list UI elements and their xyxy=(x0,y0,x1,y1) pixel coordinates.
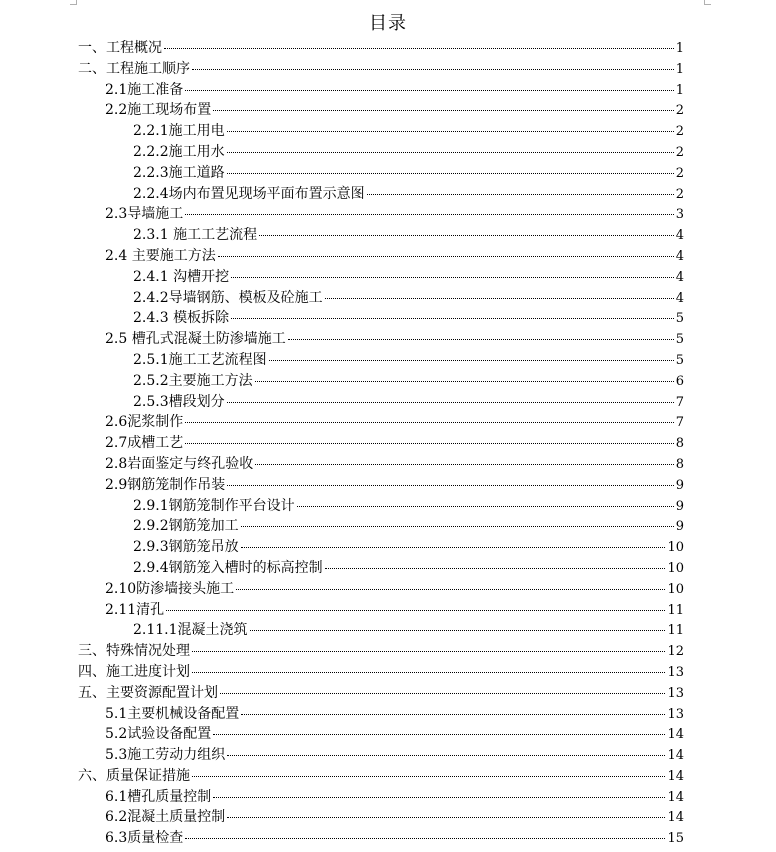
toc-entry-label: 三、特殊情况处理 xyxy=(78,643,190,660)
toc-dot-leader xyxy=(192,69,674,70)
toc-entry[interactable] xyxy=(78,246,684,267)
toc-entry-label: 四、施工进度计划 xyxy=(78,663,190,680)
toc-entry[interactable] xyxy=(78,683,684,704)
toc-dot-leader xyxy=(192,672,665,673)
toc-entry[interactable] xyxy=(78,662,684,683)
toc-dot-leader xyxy=(213,734,665,735)
toc-dot-leader xyxy=(164,48,674,49)
toc-entry[interactable] xyxy=(78,766,684,787)
toc-entry[interactable] xyxy=(78,537,684,558)
toc-entry-label: 2.7成槽工艺 xyxy=(105,435,184,452)
toc-dot-leader xyxy=(227,152,674,153)
toc-entry-page-number: 2 xyxy=(675,144,684,160)
toc-entry[interactable] xyxy=(78,516,684,537)
toc-dot-leader xyxy=(227,755,665,756)
toc-entry[interactable] xyxy=(78,412,684,433)
toc-entry-label: 2.6泥浆制作 xyxy=(105,414,184,431)
toc-entry-page-number: 1 xyxy=(675,82,684,98)
toc-entry[interactable] xyxy=(78,163,684,184)
toc-entry-page-number: 5 xyxy=(675,311,684,327)
toc-dot-leader xyxy=(255,381,674,382)
toc-entry-page-number: 9 xyxy=(675,519,684,535)
toc-entry-page-number: 7 xyxy=(675,394,684,410)
toc-entry-label: 2.11清孔 xyxy=(105,601,165,618)
toc-entry-label: 2.9.4钢筋笼入槽时的标高控制 xyxy=(133,559,323,576)
toc-entry[interactable] xyxy=(78,350,684,371)
toc-dot-leader xyxy=(259,235,674,236)
toc-entry-page-number: 9 xyxy=(675,498,684,514)
toc-entry-page-number: 13 xyxy=(667,664,684,680)
toc-dot-leader xyxy=(269,360,674,361)
toc-entry-label: 6.2混凝土质量控制 xyxy=(105,809,226,826)
toc-entry[interactable] xyxy=(78,745,684,766)
toc-entry[interactable] xyxy=(78,142,684,163)
toc-entry-page-number: 4 xyxy=(675,290,684,306)
toc-entry-page-number: 1 xyxy=(675,41,684,56)
toc-entry-page-number: 2 xyxy=(675,186,684,202)
toc-dot-leader xyxy=(185,90,673,91)
toc-entry-label: 2.9.1钢筋笼制作平台设计 xyxy=(133,497,295,514)
toc-entry-label: 2.2.1施工用电 xyxy=(133,123,225,140)
toc-entry-label: 2.2.4场内布置见现场平面布置示意图 xyxy=(133,185,365,202)
toc-dot-leader xyxy=(227,817,665,818)
toc-entry-label: 2.10防渗墙接头施工 xyxy=(105,580,235,597)
toc-entry[interactable] xyxy=(78,121,684,142)
toc-entry[interactable] xyxy=(78,704,684,725)
toc-dot-leader xyxy=(213,110,673,111)
toc-entry-label: 六、质量保证措施 xyxy=(78,767,190,784)
toc-dot-leader xyxy=(250,630,666,631)
toc-dot-leader xyxy=(218,256,674,257)
toc-dot-leader xyxy=(185,422,673,423)
toc-entry-label: 2.9钢筋笼制作吊装 xyxy=(105,476,226,493)
toc-entry-label: 2.5.1施工工艺流程图 xyxy=(133,351,267,368)
toc-dot-leader xyxy=(185,838,665,839)
toc-entry-page-number: 14 xyxy=(667,748,684,764)
toc-entry[interactable] xyxy=(78,371,684,392)
toc-entry[interactable] xyxy=(78,475,684,496)
toc-dot-leader xyxy=(297,506,674,507)
toc-entry-page-number: 10 xyxy=(667,560,684,576)
toc-entry-page-number: 2 xyxy=(675,103,684,119)
toc-entry-label: 一、工程概况 xyxy=(78,40,162,56)
toc-entry[interactable] xyxy=(78,80,684,101)
toc-entry-label: 2.4.3 模板拆除 xyxy=(133,310,230,327)
toc-entry-page-number: 6 xyxy=(675,373,684,389)
toc-entry-label: 2.2施工现场布置 xyxy=(105,102,212,119)
toc-dot-leader xyxy=(241,714,665,715)
toc-title: 目录 xyxy=(369,13,407,34)
page-corner-mark-right-h xyxy=(705,4,711,5)
toc-entry[interactable] xyxy=(78,807,684,828)
toc-entry[interactable] xyxy=(78,225,684,246)
toc-entry-label: 2.3导墙施工 xyxy=(105,206,184,223)
toc-entry[interactable] xyxy=(78,787,684,808)
toc-entry-page-number: 9 xyxy=(675,477,684,493)
toc-entry-page-number: 1 xyxy=(675,61,684,77)
toc-entry-page-number: 14 xyxy=(667,727,684,743)
toc-dot-leader xyxy=(255,464,673,465)
toc-entry-label: 2.5.3槽段划分 xyxy=(133,393,225,410)
toc-entry-page-number: 10 xyxy=(667,540,684,556)
toc-entry-page-number: 7 xyxy=(675,415,684,431)
toc-dot-leader xyxy=(192,776,665,777)
toc-entry-label: 5.1主要机械设备配置 xyxy=(105,705,240,722)
toc-entry-page-number: 13 xyxy=(667,706,684,722)
toc-dot-leader xyxy=(231,277,674,278)
toc-entry-label: 2.8岩面鉴定与终孔验收 xyxy=(105,455,254,472)
toc-dot-leader xyxy=(325,298,674,299)
toc-entry[interactable] xyxy=(78,204,684,225)
toc-entry[interactable] xyxy=(78,620,684,641)
toc-dot-leader xyxy=(288,339,674,340)
toc-dot-leader xyxy=(227,173,674,174)
toc-entry-label: 5.2试验设备配置 xyxy=(105,726,212,743)
toc-entry[interactable] xyxy=(78,392,684,413)
toc-entry[interactable] xyxy=(78,641,684,662)
toc-entry-page-number: 13 xyxy=(667,685,684,701)
toc-dot-leader xyxy=(367,194,674,195)
toc-entry-page-number: 15 xyxy=(667,831,684,847)
toc-entry-page-number: 11 xyxy=(667,602,684,618)
toc-entry[interactable] xyxy=(78,579,684,600)
toc-entry[interactable] xyxy=(78,288,684,309)
toc-entry-label: 2.4.1 沟槽开挖 xyxy=(133,268,230,285)
toc-dot-leader xyxy=(185,214,673,215)
toc-entry-label: 2.2.2施工用水 xyxy=(133,143,225,160)
toc-dot-leader xyxy=(192,651,665,652)
toc-entry-label: 2.9.3钢筋笼吊放 xyxy=(133,539,239,556)
toc-entry-page-number: 11 xyxy=(667,623,684,639)
toc-dot-leader xyxy=(241,526,674,527)
toc-entry-label: 5.3施工劳动力组织 xyxy=(105,747,226,764)
page-corner-mark-left-h xyxy=(70,4,76,5)
toc-entry[interactable] xyxy=(78,828,684,849)
toc-entry-page-number: 14 xyxy=(667,810,684,826)
toc-entry-label: 6.1槽孔质量控制 xyxy=(105,788,212,805)
toc-entry-page-number: 12 xyxy=(667,644,684,660)
toc-entry-page-number: 5 xyxy=(675,332,684,348)
toc-entry[interactable] xyxy=(78,496,684,517)
toc-entry-label: 2.5 槽孔式混凝土防渗墙施工 xyxy=(105,331,286,348)
toc-entry-page-number: 2 xyxy=(675,124,684,140)
toc-dot-leader xyxy=(227,131,674,132)
toc-dot-leader xyxy=(236,589,665,590)
toc-entry[interactable] xyxy=(78,433,684,454)
toc-entry-page-number: 4 xyxy=(675,228,684,244)
toc-dot-leader xyxy=(213,797,665,798)
toc-entry-page-number: 3 xyxy=(675,207,684,223)
toc-dot-leader xyxy=(231,318,674,319)
toc-entry[interactable] xyxy=(78,724,684,745)
toc-entry[interactable] xyxy=(78,558,684,579)
toc-entry-page-number: 10 xyxy=(667,581,684,597)
toc-dot-leader xyxy=(227,402,674,403)
toc-entry-page-number: 14 xyxy=(667,789,684,805)
toc-entry-page-number: 8 xyxy=(675,436,684,452)
toc-dot-leader xyxy=(166,610,665,611)
toc-entry[interactable] xyxy=(78,184,684,205)
toc-entry-page-number: 5 xyxy=(675,352,684,368)
toc-entry[interactable] xyxy=(78,59,684,80)
page-corner-mark-left xyxy=(76,0,77,5)
toc-entry[interactable] xyxy=(78,329,684,350)
toc-dot-leader xyxy=(220,693,665,694)
table-of-contents xyxy=(78,38,684,849)
toc-entry-label: 2.2.3施工道路 xyxy=(133,164,225,181)
toc-dot-leader xyxy=(227,485,673,486)
toc-entry-label: 2.5.2主要施工方法 xyxy=(133,372,253,389)
toc-entry[interactable] xyxy=(78,38,684,59)
toc-entry-label: 2.4.2导墙钢筋、模板及砼施工 xyxy=(133,289,323,306)
toc-entry-label: 6.3质量检查 xyxy=(105,830,184,847)
toc-entry[interactable] xyxy=(78,100,684,121)
toc-entry-label: 2.11.1混凝土浇筑 xyxy=(133,622,248,639)
toc-entry-page-number: 4 xyxy=(675,248,684,264)
toc-dot-leader xyxy=(185,443,673,444)
toc-entry[interactable] xyxy=(78,454,684,475)
toc-entry-label: 2.9.2钢筋笼加工 xyxy=(133,518,239,535)
toc-entry[interactable] xyxy=(78,308,684,329)
toc-entry-label: 2.4 主要施工方法 xyxy=(105,247,216,264)
toc-entry[interactable] xyxy=(78,600,684,621)
toc-entry-label: 五、主要资源配置计划 xyxy=(78,684,218,701)
toc-entry-label: 2.3.1 施工工艺流程 xyxy=(133,227,258,244)
toc-entry-page-number: 4 xyxy=(675,269,684,285)
toc-dot-leader xyxy=(241,547,666,548)
toc-dot-leader xyxy=(325,568,666,569)
toc-entry[interactable] xyxy=(78,267,684,288)
toc-entry-page-number: 14 xyxy=(667,768,684,784)
toc-entry-label: 二、工程施工顺序 xyxy=(78,60,190,77)
toc-entry-label: 2.1施工准备 xyxy=(105,81,184,98)
toc-entry-page-number: 8 xyxy=(675,456,684,472)
toc-entry-page-number: 2 xyxy=(675,165,684,181)
